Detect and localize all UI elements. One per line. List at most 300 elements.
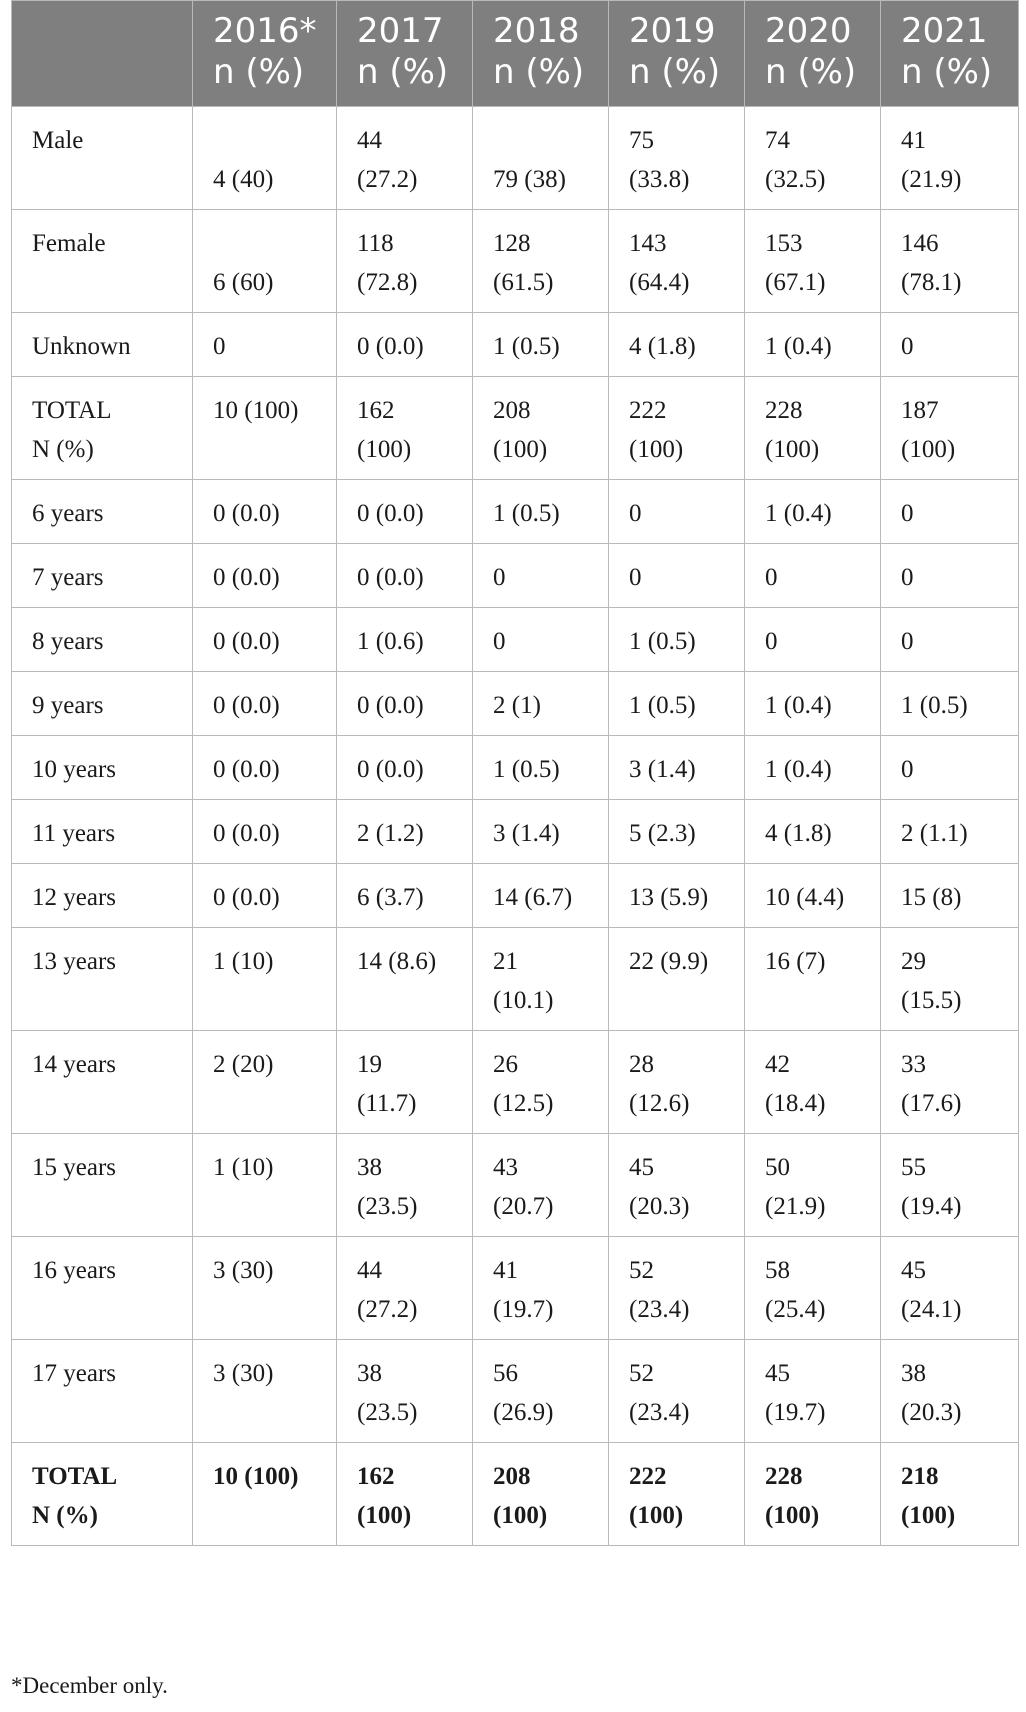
table-row-total bbox=[12, 1443, 1019, 1546]
table-cell bbox=[881, 736, 1019, 800]
table-cell bbox=[337, 1031, 473, 1134]
table-cell bbox=[473, 377, 609, 480]
cell-line-1: 143 bbox=[629, 230, 667, 257]
cell-line-2: (100) bbox=[493, 436, 548, 463]
cell-line-1: 0 (0.0) bbox=[357, 333, 424, 360]
cell-line-2: (100) bbox=[765, 1502, 820, 1529]
table-cell bbox=[881, 608, 1019, 672]
header-cell-2017 bbox=[337, 1, 473, 107]
cell-line-1: 19 bbox=[357, 1051, 382, 1078]
cell-line-2: (20.7) bbox=[493, 1193, 554, 1220]
table-row bbox=[12, 1031, 1019, 1134]
cell-line-1: 38 bbox=[901, 1360, 926, 1387]
cell-line-1: TOTAL bbox=[32, 1463, 118, 1490]
cell-line-1: 26 bbox=[493, 1051, 518, 1078]
cell-line-1: 3 (1.4) bbox=[629, 756, 696, 783]
cell-line-1: 162 bbox=[357, 1463, 395, 1490]
table-cell bbox=[881, 377, 1019, 480]
table-cell bbox=[193, 672, 337, 736]
table-cell bbox=[609, 800, 745, 864]
cell-line-2: (32.5) bbox=[765, 166, 826, 193]
table-cell bbox=[337, 544, 473, 608]
cell-line-2: (19.7) bbox=[765, 1399, 826, 1426]
cell-line-2: (25.4) bbox=[765, 1296, 826, 1323]
cell-line-1: 43 bbox=[493, 1154, 518, 1181]
table-cell bbox=[745, 480, 881, 544]
table-cell bbox=[337, 1340, 473, 1443]
table-cell bbox=[745, 1443, 881, 1546]
table-cell bbox=[881, 107, 1019, 210]
cell-line-1: 0 (0.0) bbox=[357, 692, 424, 719]
cell-line-1: 118 bbox=[357, 230, 394, 257]
table-cell bbox=[745, 1031, 881, 1134]
data-table-container bbox=[11, 0, 1018, 1546]
table-cell bbox=[193, 377, 337, 480]
cell-line-1: 9 years bbox=[32, 692, 104, 719]
table-cell bbox=[193, 736, 337, 800]
cell-line-1: 15 (8) bbox=[901, 884, 962, 911]
cell-line-1: 16 (7) bbox=[765, 948, 826, 975]
row-label-cell bbox=[12, 480, 193, 544]
cell-line-1: 41 bbox=[493, 1257, 518, 1284]
data-table bbox=[11, 0, 1019, 1546]
cell-line-2: (72.8) bbox=[357, 269, 418, 296]
table-cell bbox=[193, 313, 337, 377]
table-cell bbox=[881, 544, 1019, 608]
table-cell bbox=[609, 1443, 745, 1546]
table-row bbox=[12, 736, 1019, 800]
cell-line-2: (24.1) bbox=[901, 1296, 962, 1323]
table-cell bbox=[473, 864, 609, 928]
table-row bbox=[12, 313, 1019, 377]
row-label-cell bbox=[12, 377, 193, 480]
table-cell bbox=[745, 736, 881, 800]
cell-line-1: 44 bbox=[357, 127, 382, 154]
row-label-cell bbox=[12, 672, 193, 736]
table-cell bbox=[609, 928, 745, 1031]
table-cell bbox=[881, 480, 1019, 544]
table-row bbox=[12, 1134, 1019, 1237]
cell-line-2: (100) bbox=[629, 436, 684, 463]
table-cell bbox=[745, 928, 881, 1031]
table-cell bbox=[193, 1443, 337, 1546]
cell-line-1: 153 bbox=[765, 230, 803, 257]
header-year: 2017 bbox=[357, 11, 444, 51]
cell-line-1: 0 (0.0) bbox=[213, 756, 280, 783]
cell-line-1: 0 (0.0) bbox=[213, 820, 280, 847]
header-unit: n (%) bbox=[493, 52, 585, 92]
cell-line-1: 228 bbox=[765, 397, 803, 424]
cell-line-1: 0 bbox=[901, 333, 914, 360]
table-row bbox=[12, 1237, 1019, 1340]
cell-line-1: 10 (4.4) bbox=[765, 884, 845, 911]
header-unit: n (%) bbox=[765, 52, 857, 92]
row-label-cell bbox=[12, 1134, 193, 1237]
table-row bbox=[12, 377, 1019, 480]
cell-line-1: 13 years bbox=[32, 948, 116, 975]
cell-line-1: 1 (0.4) bbox=[765, 756, 832, 783]
table-cell bbox=[193, 608, 337, 672]
cell-line-2: (100) bbox=[357, 436, 412, 463]
row-label-cell bbox=[12, 608, 193, 672]
table-header bbox=[12, 1, 1019, 107]
table-cell bbox=[473, 107, 609, 210]
table-cell bbox=[745, 672, 881, 736]
cell-line-1: 1 (0.5) bbox=[629, 628, 696, 655]
cell-line-1: 55 bbox=[901, 1154, 926, 1181]
cell-line-1: 45 bbox=[765, 1360, 790, 1387]
table-cell bbox=[609, 1031, 745, 1134]
cell-line-2: 6 (60) bbox=[213, 269, 274, 296]
cell-line-1: 14 (6.7) bbox=[493, 884, 573, 911]
table-cell bbox=[337, 864, 473, 928]
header-row bbox=[12, 1, 1019, 107]
cell-line-1: 21 bbox=[493, 948, 518, 975]
cell-line-1: 2 (1.1) bbox=[901, 820, 968, 847]
cell-line-1: 1 (0.5) bbox=[629, 692, 696, 719]
cell-line-2: (15.5) bbox=[901, 987, 962, 1014]
cell-line-1: 15 years bbox=[32, 1154, 116, 1181]
cell-line-2: (78.1) bbox=[901, 269, 962, 296]
table-cell bbox=[193, 928, 337, 1031]
table-cell bbox=[609, 210, 745, 313]
cell-line-1: 50 bbox=[765, 1154, 790, 1181]
cell-line-1: 4 (1.8) bbox=[629, 333, 696, 360]
table-cell bbox=[881, 1031, 1019, 1134]
cell-line-1: 1 (0.5) bbox=[493, 500, 560, 527]
header-unit: n (%) bbox=[213, 52, 305, 92]
header-cell-blank bbox=[12, 1, 193, 107]
table-cell bbox=[193, 800, 337, 864]
cell-line-1: 0 (0.0) bbox=[213, 564, 280, 591]
table-cell bbox=[473, 800, 609, 864]
cell-line-2: (64.4) bbox=[629, 269, 690, 296]
table-cell bbox=[609, 608, 745, 672]
cell-line-1: 10 (100) bbox=[213, 397, 299, 424]
cell-line-2: N (%) bbox=[32, 436, 94, 463]
cell-line-2: (27.2) bbox=[357, 1296, 418, 1323]
cell-line-1: 0 bbox=[213, 333, 226, 360]
cell-line-1: 0 (0.0) bbox=[357, 564, 424, 591]
table-cell bbox=[193, 1031, 337, 1134]
header-year: 2016* bbox=[213, 11, 317, 51]
cell-line-1 bbox=[493, 121, 600, 160]
header-cell-2021 bbox=[881, 1, 1019, 107]
cell-line-2: (17.6) bbox=[901, 1090, 962, 1117]
cell-line-1: Unknown bbox=[32, 333, 131, 360]
cell-line-1: 1 (10) bbox=[213, 948, 274, 975]
cell-line-1: 218 bbox=[901, 1463, 939, 1490]
cell-line-1: 74 bbox=[765, 127, 790, 154]
table-cell bbox=[745, 210, 881, 313]
table-cell bbox=[745, 313, 881, 377]
cell-line-1: 0 (0.0) bbox=[213, 628, 280, 655]
table-cell bbox=[881, 313, 1019, 377]
table-row bbox=[12, 480, 1019, 544]
cell-line-1: 0 bbox=[629, 564, 642, 591]
cell-line-1: 1 (0.6) bbox=[357, 628, 424, 655]
table-row bbox=[12, 864, 1019, 928]
cell-line-1: 38 bbox=[357, 1154, 382, 1181]
cell-line-1: 22 (9.9) bbox=[629, 948, 709, 975]
row-label-cell bbox=[12, 1031, 193, 1134]
table-cell bbox=[337, 313, 473, 377]
header-cell-2020 bbox=[745, 1, 881, 107]
header-unit: n (%) bbox=[357, 52, 449, 92]
cell-line-1 bbox=[213, 121, 328, 160]
cell-line-1: 56 bbox=[493, 1360, 518, 1387]
table-cell bbox=[337, 107, 473, 210]
table-row bbox=[12, 672, 1019, 736]
table-cell bbox=[473, 1237, 609, 1340]
cell-line-1: 1 (10) bbox=[213, 1154, 274, 1181]
table-cell bbox=[609, 672, 745, 736]
table-row bbox=[12, 800, 1019, 864]
cell-line-1: 0 (0.0) bbox=[357, 756, 424, 783]
cell-line-1: 222 bbox=[629, 1463, 667, 1490]
table-cell bbox=[609, 864, 745, 928]
cell-line-2: 4 (40) bbox=[213, 166, 274, 193]
table-cell bbox=[609, 736, 745, 800]
cell-line-1: TOTAL bbox=[32, 397, 112, 424]
cell-line-1: 208 bbox=[493, 1463, 531, 1490]
cell-line-1: 45 bbox=[901, 1257, 926, 1284]
table-cell bbox=[193, 107, 337, 210]
cell-line-1: 5 (2.3) bbox=[629, 820, 696, 847]
cell-line-1: 0 bbox=[901, 564, 914, 591]
cell-line-1: 146 bbox=[901, 230, 939, 257]
row-label-cell bbox=[12, 313, 193, 377]
table-cell bbox=[193, 210, 337, 313]
cell-line-1: 7 years bbox=[32, 564, 104, 591]
cell-line-2: (12.6) bbox=[629, 1090, 690, 1117]
table-cell bbox=[193, 480, 337, 544]
table-cell bbox=[473, 928, 609, 1031]
cell-line-1: 222 bbox=[629, 397, 667, 424]
cell-line-1: 0 bbox=[765, 628, 778, 655]
cell-line-2: (23.5) bbox=[357, 1193, 418, 1220]
table-cell bbox=[193, 864, 337, 928]
cell-line-2: (18.4) bbox=[765, 1090, 826, 1117]
table-row bbox=[12, 928, 1019, 1031]
cell-line-1: 33 bbox=[901, 1051, 926, 1078]
cell-line-1: 3 (1.4) bbox=[493, 820, 560, 847]
cell-line-1: 0 bbox=[765, 564, 778, 591]
table-cell bbox=[473, 480, 609, 544]
cell-line-1 bbox=[213, 224, 328, 263]
cell-line-2: (26.9) bbox=[493, 1399, 554, 1426]
table-cell bbox=[473, 1134, 609, 1237]
cell-line-2: (100) bbox=[357, 1502, 412, 1529]
table-cell bbox=[337, 608, 473, 672]
table-row bbox=[12, 544, 1019, 608]
cell-line-2: (100) bbox=[493, 1502, 548, 1529]
cell-line-1: 3 (30) bbox=[213, 1257, 274, 1284]
row-label-cell bbox=[12, 1237, 193, 1340]
row-label-cell bbox=[12, 928, 193, 1031]
cell-line-2: (23.5) bbox=[357, 1399, 418, 1426]
cell-line-1: 13 (5.9) bbox=[629, 884, 709, 911]
table-cell bbox=[609, 1134, 745, 1237]
table-cell bbox=[609, 377, 745, 480]
cell-line-1: 1 (0.4) bbox=[765, 333, 832, 360]
cell-line-1: 29 bbox=[901, 948, 926, 975]
cell-line-2: (19.7) bbox=[493, 1296, 554, 1323]
table-cell bbox=[881, 1134, 1019, 1237]
cell-line-1: 2 (1.2) bbox=[357, 820, 424, 847]
table-cell bbox=[881, 800, 1019, 864]
table-row bbox=[12, 210, 1019, 313]
cell-line-2: (10.1) bbox=[493, 987, 554, 1014]
cell-line-1: 14 years bbox=[32, 1051, 116, 1078]
table-cell bbox=[745, 1340, 881, 1443]
table-cell bbox=[881, 928, 1019, 1031]
table-cell bbox=[337, 1443, 473, 1546]
table-cell bbox=[745, 608, 881, 672]
table-cell bbox=[473, 210, 609, 313]
table-cell bbox=[193, 1134, 337, 1237]
cell-line-1: 0 bbox=[901, 500, 914, 527]
cell-line-2: (21.9) bbox=[765, 1193, 826, 1220]
table-cell bbox=[473, 1443, 609, 1546]
cell-line-1: 10 years bbox=[32, 756, 116, 783]
table-cell bbox=[745, 1134, 881, 1237]
table-cell bbox=[473, 736, 609, 800]
cell-line-2: (67.1) bbox=[765, 269, 826, 296]
table-cell bbox=[473, 544, 609, 608]
cell-line-1: 8 years bbox=[32, 628, 104, 655]
cell-line-1: 128 bbox=[493, 230, 531, 257]
table-cell bbox=[337, 480, 473, 544]
cell-line-1: 12 years bbox=[32, 884, 116, 911]
cell-line-1: 1 (0.5) bbox=[493, 756, 560, 783]
row-label-cell bbox=[12, 107, 193, 210]
table-cell bbox=[745, 544, 881, 608]
cell-line-2: (100) bbox=[629, 1502, 684, 1529]
cell-line-1: 0 (0.0) bbox=[213, 692, 280, 719]
table-cell bbox=[193, 1340, 337, 1443]
cell-line-1: 17 years bbox=[32, 1360, 116, 1387]
cell-line-1: 44 bbox=[357, 1257, 382, 1284]
table-cell bbox=[337, 736, 473, 800]
cell-line-1: 42 bbox=[765, 1051, 790, 1078]
table-cell bbox=[473, 1031, 609, 1134]
cell-line-1: 1 (0.4) bbox=[765, 500, 832, 527]
cell-line-1: 38 bbox=[357, 1360, 382, 1387]
table-cell bbox=[609, 1237, 745, 1340]
table-cell bbox=[337, 377, 473, 480]
header-cell-2019 bbox=[609, 1, 745, 107]
table-cell bbox=[881, 1237, 1019, 1340]
cell-line-1: 3 (30) bbox=[213, 1360, 274, 1387]
cell-line-1: 0 bbox=[629, 500, 642, 527]
table-cell bbox=[337, 1237, 473, 1340]
table-cell bbox=[609, 1340, 745, 1443]
cell-line-1: 6 (3.7) bbox=[357, 884, 424, 911]
table-cell bbox=[473, 672, 609, 736]
table-cell bbox=[609, 480, 745, 544]
row-label-cell bbox=[12, 1340, 193, 1443]
cell-line-1: Female bbox=[32, 230, 106, 257]
cell-line-2: (20.3) bbox=[901, 1399, 962, 1426]
table-cell bbox=[881, 210, 1019, 313]
table-cell bbox=[473, 1340, 609, 1443]
cell-line-1: 4 (1.8) bbox=[765, 820, 832, 847]
cell-line-1: 228 bbox=[765, 1463, 803, 1490]
table-cell bbox=[337, 1134, 473, 1237]
header-year: 2019 bbox=[629, 11, 716, 51]
row-label-cell bbox=[12, 864, 193, 928]
cell-line-1: 75 bbox=[629, 127, 654, 154]
table-footnote: *December only. bbox=[11, 1673, 168, 1698]
cell-line-1: 208 bbox=[493, 397, 531, 424]
cell-line-2: (33.8) bbox=[629, 166, 690, 193]
cell-line-1: 0 bbox=[493, 564, 506, 591]
cell-line-2: (100) bbox=[901, 1502, 956, 1529]
cell-line-1: 14 (8.6) bbox=[357, 948, 437, 975]
cell-line-1: 0 bbox=[493, 628, 506, 655]
cell-line-2: (20.3) bbox=[629, 1193, 690, 1220]
cell-line-1: 2 (1) bbox=[493, 692, 541, 719]
table-cell bbox=[745, 800, 881, 864]
table-cell bbox=[337, 672, 473, 736]
table-cell bbox=[745, 107, 881, 210]
table-cell bbox=[473, 313, 609, 377]
header-year: 2018 bbox=[493, 11, 580, 51]
cell-line-1: 0 (0.0) bbox=[213, 500, 280, 527]
cell-line-1: 0 bbox=[901, 756, 914, 783]
table-cell bbox=[881, 1340, 1019, 1443]
cell-line-2: (19.4) bbox=[901, 1193, 962, 1220]
cell-line-1: 1 (0.4) bbox=[765, 692, 832, 719]
cell-line-1: 2 (20) bbox=[213, 1051, 274, 1078]
cell-line-1: 0 bbox=[901, 628, 914, 655]
header-year: 2020 bbox=[765, 11, 852, 51]
header-unit: n (%) bbox=[901, 52, 993, 92]
header-year: 2021 bbox=[901, 11, 988, 51]
table-row bbox=[12, 1340, 1019, 1443]
cell-line-1: 16 years bbox=[32, 1257, 116, 1284]
table-cell bbox=[745, 377, 881, 480]
table-cell bbox=[193, 1237, 337, 1340]
row-label-cell bbox=[12, 544, 193, 608]
table-row bbox=[12, 107, 1019, 210]
cell-line-1: 0 (0.0) bbox=[213, 884, 280, 911]
cell-line-2: (11.7) bbox=[357, 1090, 417, 1117]
cell-line-1: 52 bbox=[629, 1257, 654, 1284]
cell-line-1: 52 bbox=[629, 1360, 654, 1387]
cell-line-2: (21.9) bbox=[901, 166, 962, 193]
table-cell bbox=[881, 864, 1019, 928]
cell-line-1: 28 bbox=[629, 1051, 654, 1078]
cell-line-2: (23.4) bbox=[629, 1399, 690, 1426]
table-cell bbox=[745, 864, 881, 928]
cell-line-1: 1 (0.5) bbox=[901, 692, 968, 719]
header-cell-2016 bbox=[193, 1, 337, 107]
cell-line-1: 45 bbox=[629, 1154, 654, 1181]
cell-line-1: 41 bbox=[901, 127, 926, 154]
table-cell bbox=[337, 928, 473, 1031]
cell-line-2: N (%) bbox=[32, 1502, 98, 1529]
cell-line-1: 10 (100) bbox=[213, 1463, 299, 1490]
cell-line-1: 187 bbox=[901, 397, 939, 424]
cell-line-2: (100) bbox=[901, 436, 956, 463]
table-cell bbox=[745, 1237, 881, 1340]
cell-line-1: 58 bbox=[765, 1257, 790, 1284]
table-cell bbox=[881, 1443, 1019, 1546]
table-cell bbox=[609, 107, 745, 210]
table-cell bbox=[337, 800, 473, 864]
